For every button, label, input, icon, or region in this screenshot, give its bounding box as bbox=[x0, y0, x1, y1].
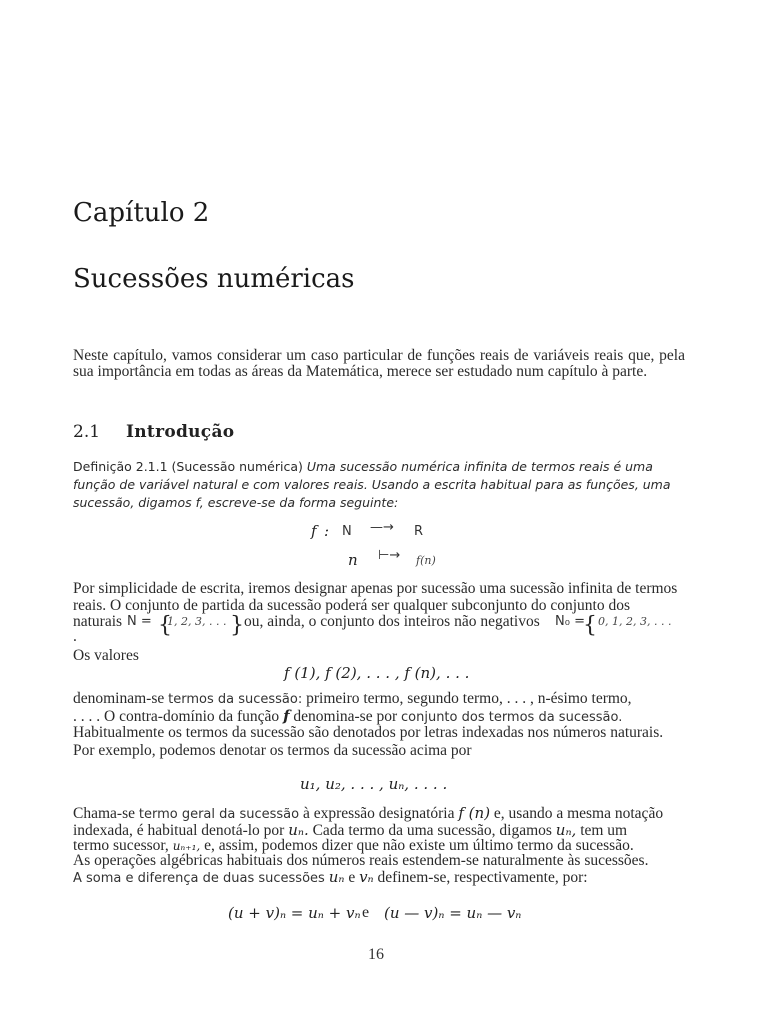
p4-l1b: termo geral da sucessão bbox=[138, 807, 300, 822]
p4-l5e: definem-se, respectivamente, por: bbox=[377, 869, 588, 886]
definition-text: Uma sucessão numérica infinita de termos reais é uma função de variável natural e com valores reais. Usando a escrita habitual para as funções, uma sucessão, digamos f, escreve-se da forma seguinte: bbox=[73, 459, 671, 510]
p2-line3-mid: ou, ainda, o conjunto dos inteiros não negativos bbox=[244, 613, 540, 630]
definition-name: (Sucessão numérica) bbox=[171, 459, 303, 474]
p3-l1b: termos da sucessão: bbox=[168, 692, 303, 707]
section-number: 2.1 bbox=[73, 422, 101, 442]
brace-open-icon: { bbox=[583, 613, 597, 638]
map-codomain: R bbox=[414, 524, 424, 539]
map-n: n bbox=[348, 551, 358, 569]
section-title: Introdução bbox=[126, 422, 235, 442]
p4-l1d: f (n) bbox=[458, 804, 491, 822]
p2-line3-start: naturais bbox=[73, 613, 123, 630]
naturals-set: N = bbox=[127, 614, 152, 629]
values-expression: f (1), f (2), . . . , f (n), . . . bbox=[284, 664, 470, 682]
definition-block bbox=[73, 458, 681, 512]
p4-l2d: uₙ, bbox=[555, 821, 577, 839]
definition-label: Definição 2.1.1 bbox=[73, 459, 168, 474]
p2-line1: Por simplicidade de escrita, iremos designar apenas por sucessão uma sucessão infinita de termos bbox=[73, 580, 678, 597]
map-mapsto: ⊢→ bbox=[378, 548, 401, 563]
map-domain: N bbox=[342, 524, 352, 539]
p4-line4: As operações algébricas habituais dos números reais estendem-se naturalmente às sucessões. bbox=[73, 852, 649, 869]
p4-l2c: Cada termo da uma sucessão, digamos bbox=[312, 822, 552, 839]
p4-l1a: Chama-se bbox=[73, 805, 135, 822]
n0-elements: 0, 1, 2, 3, . . . bbox=[598, 615, 672, 628]
map-f: f bbox=[311, 522, 317, 540]
p4-l2e: tem um bbox=[580, 822, 628, 839]
p4-line5 bbox=[73, 868, 588, 887]
map-fn: f(n) bbox=[416, 554, 436, 567]
chapter-title: Sucessões numéricas bbox=[73, 264, 355, 294]
p4-l3b: uₙ₊₁, bbox=[172, 839, 201, 853]
p3-l2f: f bbox=[283, 707, 290, 725]
p2-line2: reais. O conjunto de partida da sucessão poderá ser qualquer subconjunto do conjunto dos bbox=[73, 597, 630, 614]
p4-l5d: vₙ bbox=[359, 868, 374, 886]
n0-set: N₀ = bbox=[555, 614, 585, 629]
p4-l1e: e, usando a mesma notação bbox=[493, 805, 664, 822]
p3-l2c: conjunto dos termos da sucessão. bbox=[401, 710, 623, 725]
p2-line4: Os valores bbox=[73, 647, 139, 664]
p3-l2a: . . . . O contra-domínio da função bbox=[73, 708, 280, 725]
diff-expression: (u — v)ₙ = uₙ — vₙ bbox=[384, 904, 522, 922]
p4-l1c: à expressão designatória bbox=[302, 805, 455, 822]
sum-expression: (u + v)ₙ = uₙ + vₙ bbox=[228, 904, 361, 922]
p4-l5b: uₙ bbox=[328, 868, 345, 886]
u-expression: u₁, u₂, . . . , uₙ, . . . . bbox=[300, 775, 448, 793]
p4-l5c: e bbox=[348, 869, 356, 886]
p3-line3: Habitualmente os termos da sucessão são denotados por letras indexadas nos números naturais. bbox=[73, 724, 664, 741]
p4-l3a: termo sucessor, bbox=[73, 837, 169, 854]
naturals-elements: 1, 2, 3, . . . bbox=[167, 615, 227, 628]
p4-l3c: e, assim, podemos dizer que não existe um último termo da sucessão. bbox=[204, 837, 634, 854]
p4-l5a: A soma e diferença de duas sucessões bbox=[73, 871, 325, 886]
p3-l1a: denominam-se bbox=[73, 690, 165, 707]
brace-open-icon: { bbox=[158, 613, 172, 638]
p4-l2a: indexada, é habitual denotá-lo por bbox=[73, 822, 285, 839]
p3-l1c: primeiro termo, segundo termo, . . . , n-ésimo termo, bbox=[306, 690, 632, 707]
p2-dot: . bbox=[73, 628, 77, 645]
p4-l2b: uₙ. bbox=[288, 821, 309, 839]
p3-line4: Por exemplo, podemos denotar os termos da sucessão acima por bbox=[73, 742, 472, 759]
p3-l2b: denomina-se por bbox=[293, 708, 398, 725]
operations-and: e bbox=[362, 904, 370, 921]
p3-line1 bbox=[73, 690, 632, 708]
chapter-label: Capítulo 2 bbox=[73, 198, 210, 228]
intro-paragraph: Neste capítulo, vamos considerar um caso particular de funções reais de variáveis reais que, pela sua importância em todas as áreas da Matemática, merece ser estudado num capítulo à parte. bbox=[73, 347, 685, 380]
page-number: 16 bbox=[368, 946, 384, 963]
brace-close-icon: } bbox=[230, 613, 244, 638]
map-arrow: —→ bbox=[370, 520, 394, 535]
map-colon: : bbox=[324, 522, 330, 540]
